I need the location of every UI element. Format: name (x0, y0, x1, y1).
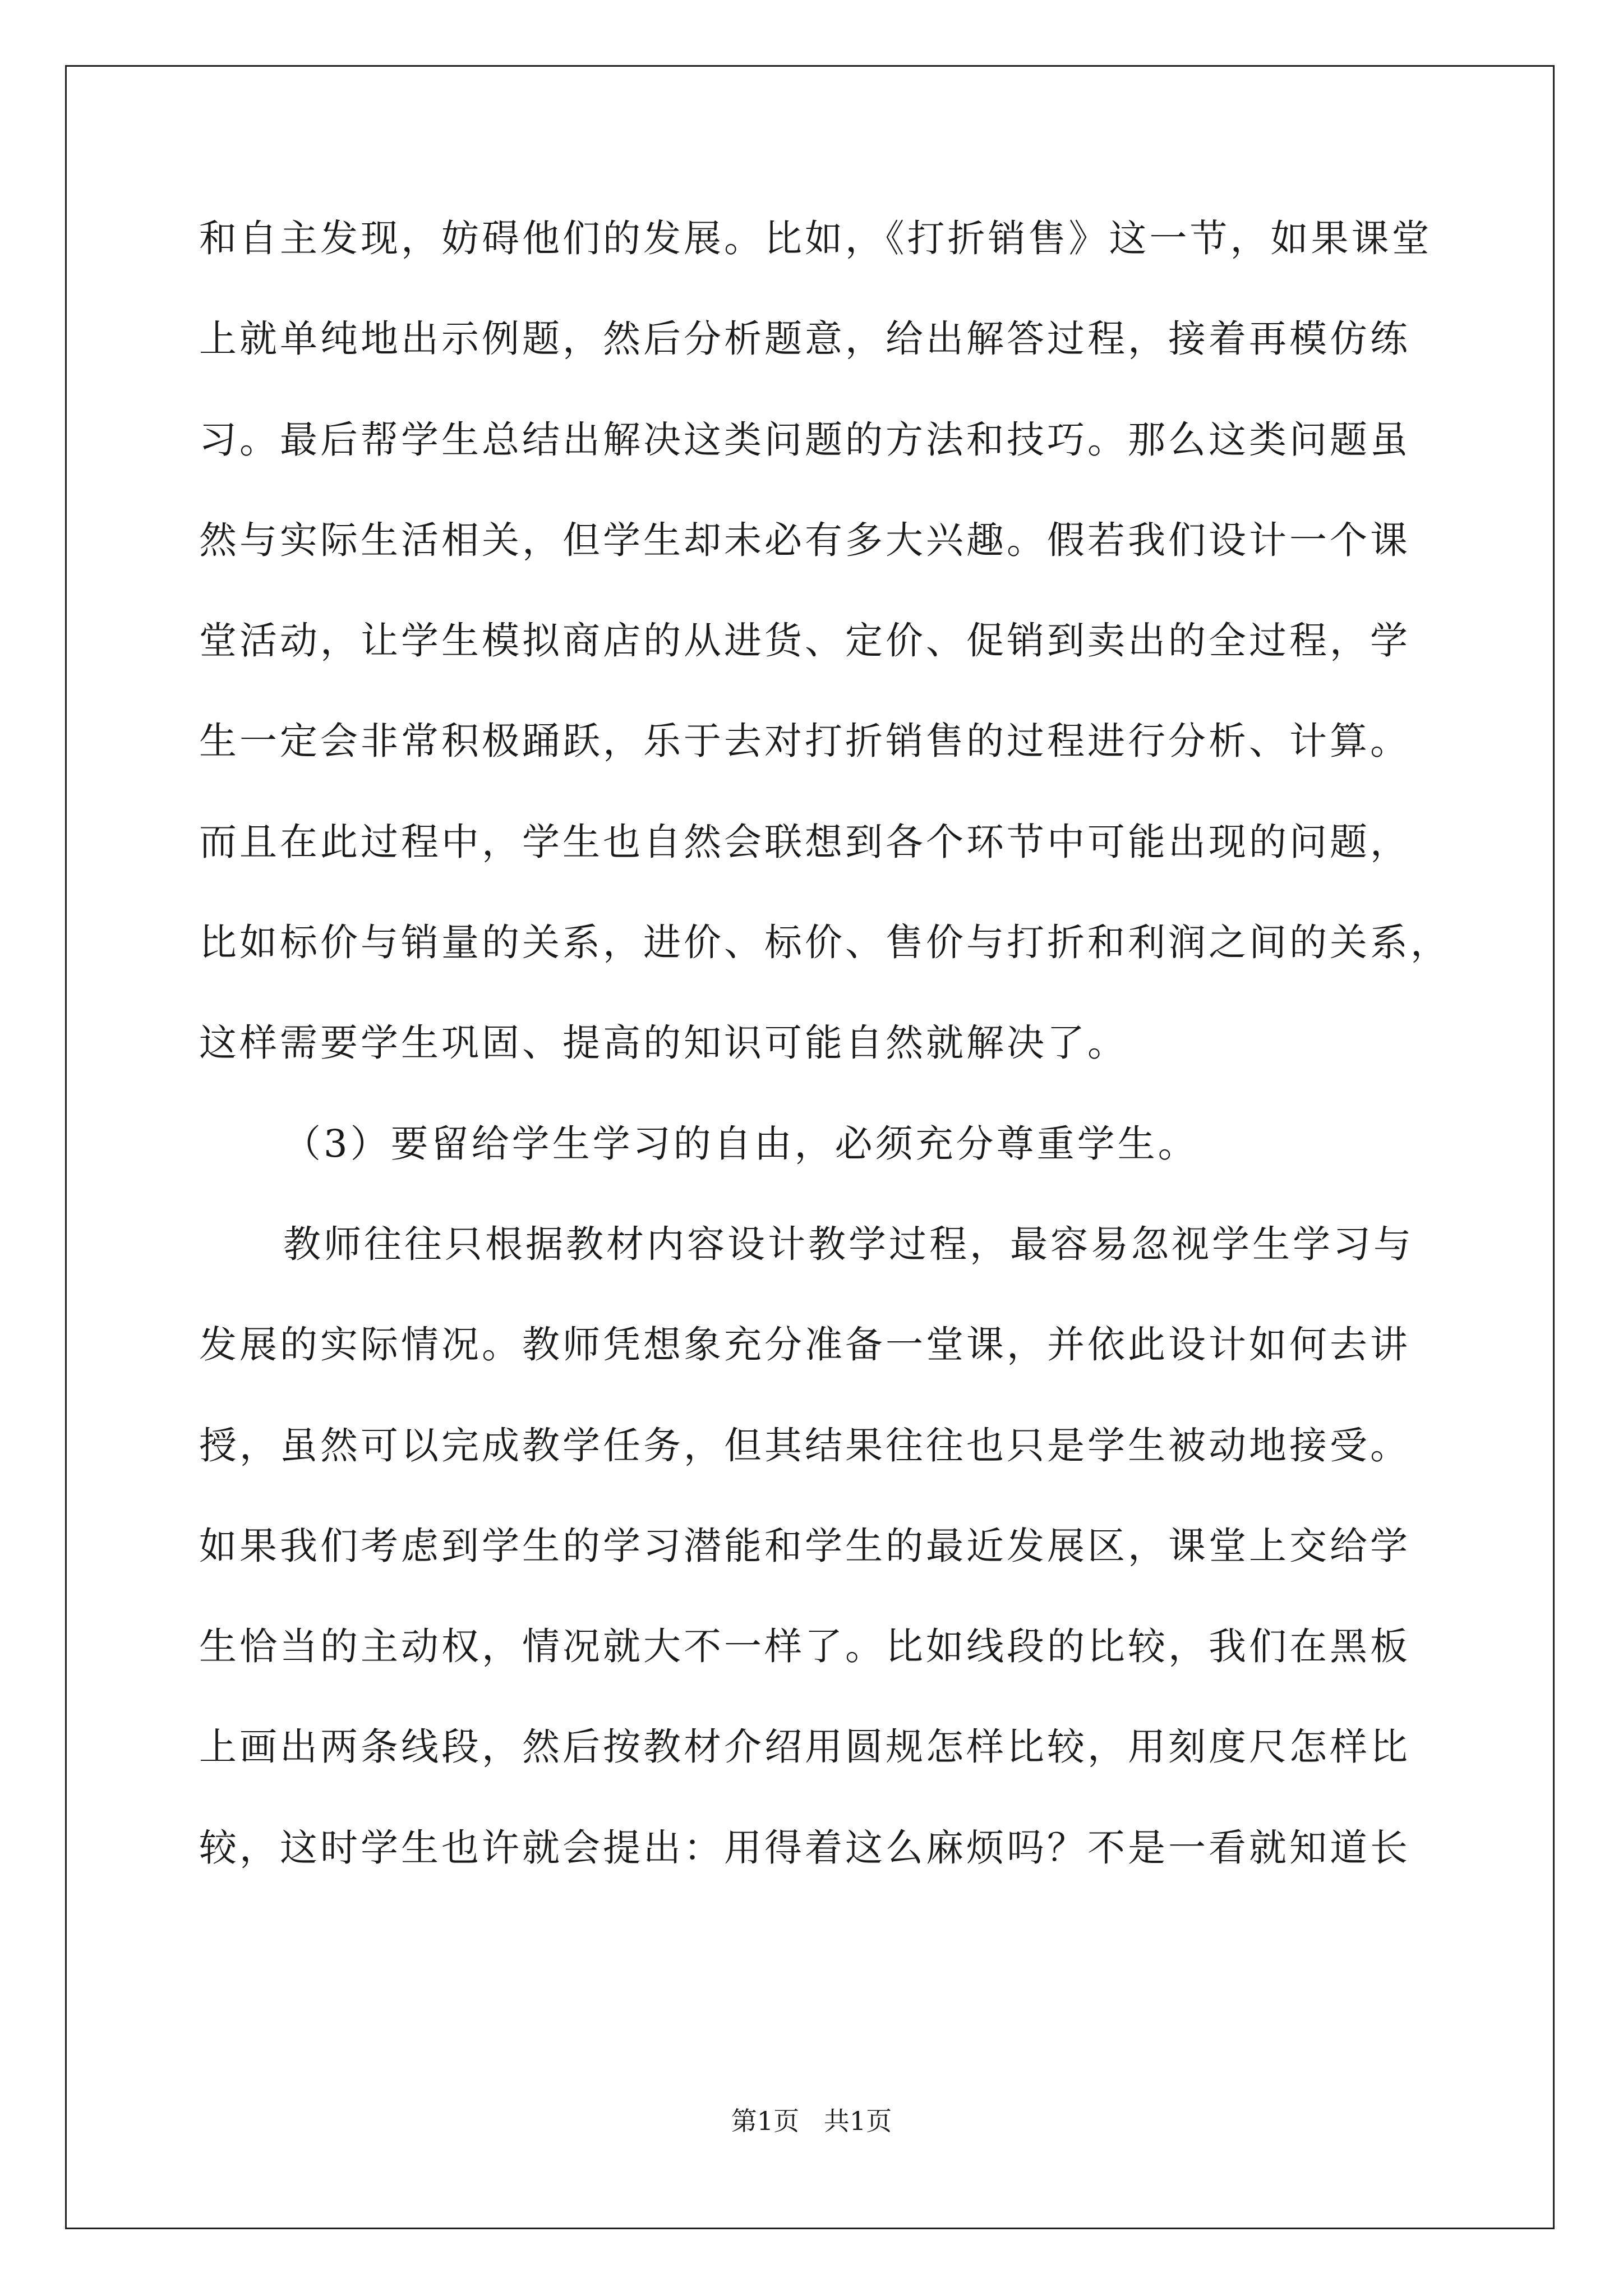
text-line: 上就单纯地出示例题，然后分析题意，给出解答过程，接着再模仿练 (199, 317, 1410, 361)
text-line: 然与实际生活相关，但学生却未必有多大兴趣。假若我们设计一个课 (199, 518, 1410, 562)
text-line: 上画出两条线段，然后按教材介绍用圆规怎样比较，用刻度尺怎样比 (199, 1725, 1410, 1769)
text-line: 堂活动，让学生模拟商店的从进货、定价、促销到卖出的全过程，学 (199, 619, 1410, 663)
text-line: 和自主发现，妨碍他们的发展。比如，《打折销售》这一节，如果课堂 (199, 217, 1432, 260)
text-line: 生一定会非常积极踊跃，乐于去对打折销售的过程进行分析、计算。 (199, 719, 1410, 763)
text-line: 比如标价与销量的关系，进价、标价、售价与打折和利润之间的关系， (199, 921, 1451, 965)
text-line: 这样需要学生巩固、提高的知识可能自然就解决了。 (199, 1021, 1128, 1065)
section-heading: （3）要留给学生学习的自由，必须充分尊重学生。 (283, 1121, 1198, 1166)
text-line: 如果我们考虑到学生的学习潜能和学生的最近发展区，课堂上交给学 (199, 1524, 1410, 1568)
text-line: 授，虽然可以完成教学任务，但其结果往往也只是学生被动地接受。 (199, 1423, 1410, 1467)
document-body (199, 217, 1472, 1930)
page-footer: 第1页 共1页 (731, 2106, 892, 2136)
text-line: 发展的实际情况。教师凭想象充分准备一堂课，并依此设计如何去讲 (199, 1323, 1410, 1367)
text-line: 较，这时学生也许就会提出：用得着这么麻烦吗？不是一看就知道长 (199, 1825, 1410, 1870)
text-line: 习。最后帮学生总结出解决这类问题的方法和技巧。那么这类问题虽 (199, 417, 1410, 462)
paragraph-first-line: 教师往往只根据教材内容设计教学过程，最容易忽视学生学习与 (283, 1222, 1414, 1266)
text-line: 生恰当的主动权，情况就大不一样了。比如线段的比较，我们在黑板 (199, 1625, 1410, 1669)
text-line: 而且在此过程中，学生也自然会联想到各个环节中可能出现的问题， (199, 820, 1410, 864)
